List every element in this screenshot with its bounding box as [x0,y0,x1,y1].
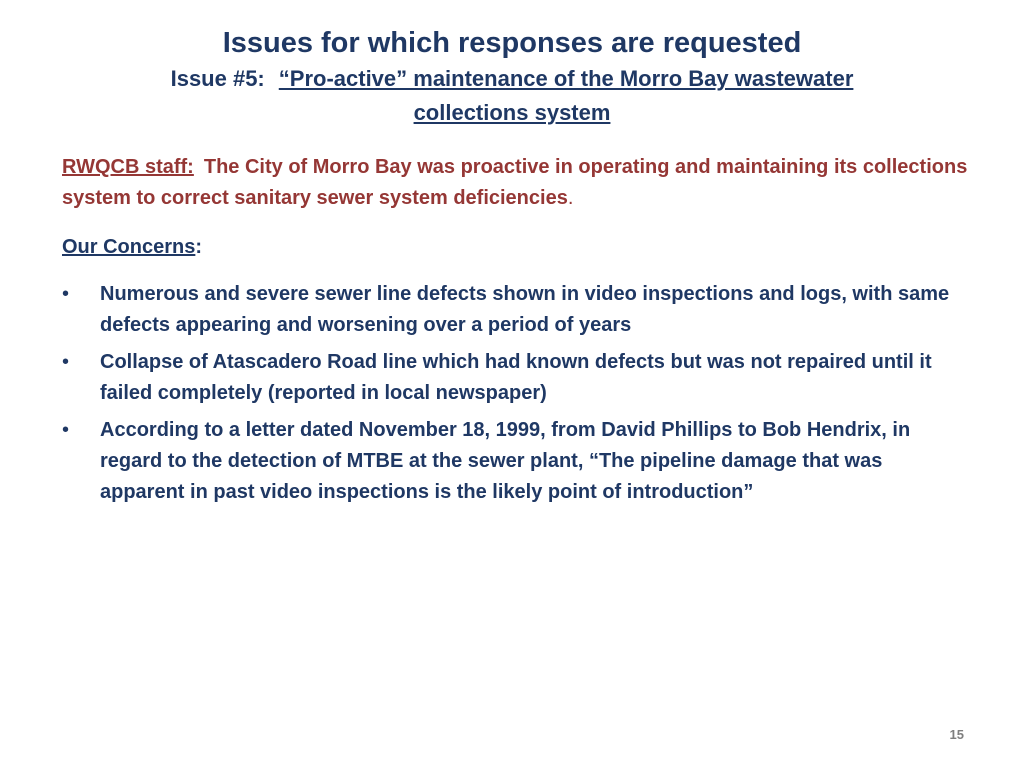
bullet-icon: • [62,283,70,305]
issue-number: Issue #5: [170,66,265,91]
concerns-heading-colon: : [195,236,203,258]
page-number: 15 [949,727,964,742]
slide-title: Issues for which responses are requested [222,27,802,59]
concerns-heading-label: Our Concerns [62,236,196,258]
concern-text: Collapse of Atascadero Road line which had known defects but was not repaired until it failed completely (reported in local newspaper) [100,351,932,404]
issue-description: “Pro-active” maintenance of the Morro Bay wastewater collections system [278,66,854,125]
list-item [62,415,962,508]
staff-text: The City of Morro Bay was proactive in operating and maintaining its collections system to correct sanitary sewer system deficiencies [62,156,968,209]
concern-text: Numerous and severe sewer line defects shown in video inspections and logs, with same defects appearing and worsening over a period of years [100,283,950,336]
list-item [62,347,962,409]
concern-text: According to a letter dated November 18, 1999, from David Phillips to Bob Hendrix, in regard to the detection of MTBE at the sewer plant, “The pipeline damage that was apparent in past video inspections is the likely point of introduction” [100,419,911,503]
concerns-list [62,279,962,514]
issue-subtitle [0,62,1024,130]
staff-period: . [567,187,574,209]
staff-statement [62,152,974,214]
bullet-icon: • [62,419,70,441]
slide-header [0,24,1024,130]
staff-label: RWQCB staff: [62,156,194,178]
concerns-heading [62,232,202,262]
bullet-icon: • [62,351,70,373]
list-item [62,279,962,341]
